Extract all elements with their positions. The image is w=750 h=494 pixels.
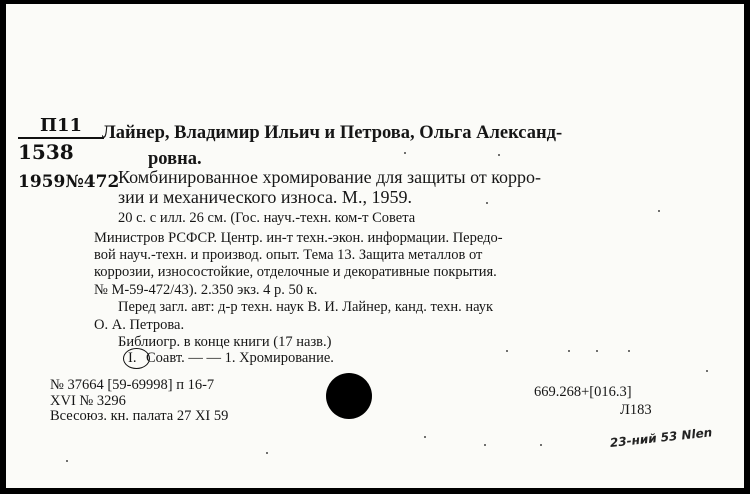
udc-code: 669.268+[016.3] (534, 384, 632, 400)
speck (424, 436, 426, 438)
call-number: 1538 (18, 140, 74, 164)
book-chamber-stamp: Всесоюз. кн. палата 27 XI 59 (50, 408, 229, 424)
speck (404, 152, 406, 154)
tracing-numeral: I. (128, 350, 137, 366)
speck (266, 452, 268, 454)
speck (486, 202, 488, 204)
speck (568, 350, 570, 352)
note-line: О. А. Петрова. (94, 317, 185, 333)
description-line: вой науч.-техн. и производ. опыт. Тема 13. Защита металлов от (94, 247, 483, 263)
rod-hole (326, 373, 372, 419)
book-title-continued: зии и механического износа. М., 1959. (118, 187, 412, 207)
description-line: коррозии, износостойкие, отделочные и декоративные покрытия. (94, 264, 497, 280)
speck (506, 350, 508, 352)
catalog-card (6, 4, 744, 488)
speck (596, 350, 598, 352)
speck (498, 154, 500, 156)
call-number-divider (18, 137, 104, 139)
description-line: № М-59-472/43). 2.350 экз. 4 р. 50 к. (94, 282, 318, 298)
tracings: Соавт. — — 1. Хромирование. (146, 350, 334, 366)
shelf-mark: П11 (40, 115, 83, 136)
speck (540, 444, 542, 446)
card-code: Л183 (620, 402, 652, 418)
description-line: Министров РСФСР. Центр. ин-т техн.-экон. информации. Передо- (94, 230, 503, 246)
speck (484, 444, 486, 446)
bibliography-note: Библиогр. в конце книги (17 назв.) (118, 334, 332, 350)
handwritten-note: 23-ний 53 Nlen (609, 425, 713, 450)
record-number: № 37664 [59-69998] п 16-7 (50, 377, 215, 393)
speck (66, 460, 68, 462)
author-heading: Лайнер, Владимир Ильич и Петрова, Ольга Александ- (102, 123, 563, 143)
description-line: 20 с. с илл. 26 см. (Гос. науч.-техн. ком-т Совета (118, 210, 416, 226)
accession-number: 1959№472 (18, 172, 120, 192)
author-heading-continued: ровна. (148, 149, 202, 169)
note-line: Перед загл. авт: д-р техн. наук В. И. Лайнер, канд. техн. наук (118, 299, 494, 315)
series-number: XVI № 3296 (50, 393, 126, 409)
book-title: Комбинированное хромирование для защиты от корро- (118, 167, 542, 187)
speck (628, 350, 630, 352)
speck (706, 370, 708, 372)
speck (658, 210, 660, 212)
